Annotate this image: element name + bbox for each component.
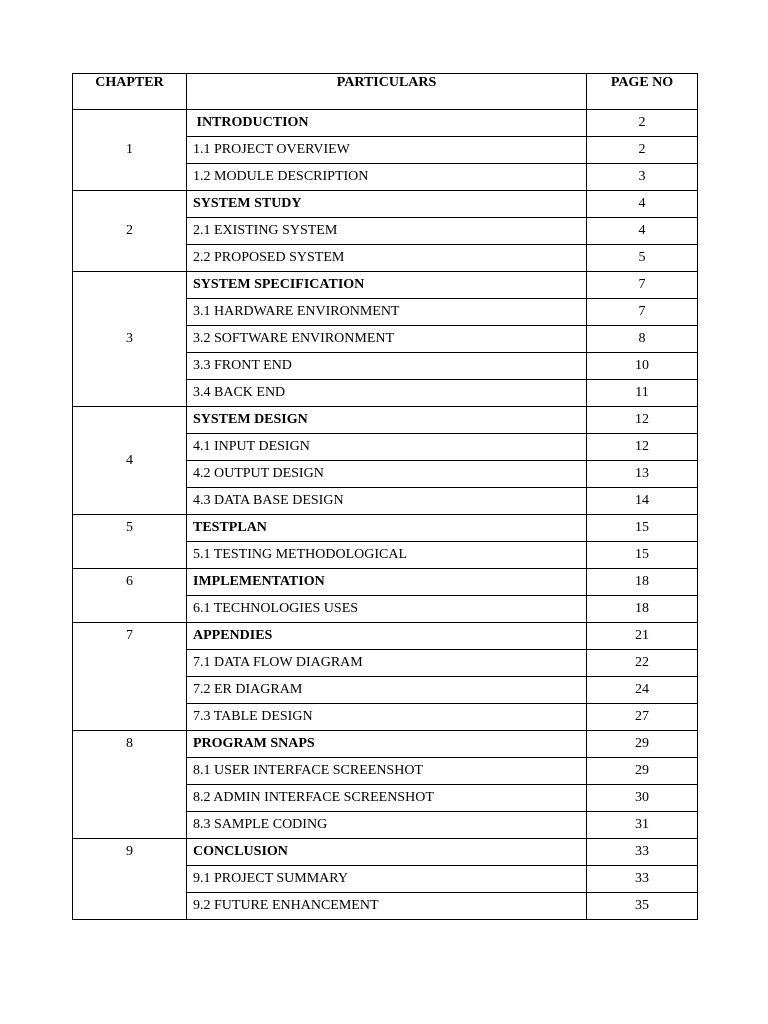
section-title-cell: 3.4 BACK END: [187, 380, 587, 407]
page-number-cell: 13: [587, 461, 698, 488]
page-number-cell: 31: [587, 812, 698, 839]
page-number-cell: 15: [587, 515, 698, 542]
page-number-cell: 7: [587, 272, 698, 299]
section-title-cell: 9.2 FUTURE ENHANCEMENT: [187, 893, 587, 920]
chapter-number: 6: [126, 574, 133, 589]
section-title-cell: 1.2 MODULE DESCRIPTION: [187, 164, 587, 191]
page-number-cell: 33: [587, 866, 698, 893]
chapter-number: 5: [126, 520, 133, 535]
chapter-heading-cell: IMPLEMENTATION: [187, 569, 587, 596]
chapter-heading-cell: SYSTEM SPECIFICATION: [187, 272, 587, 299]
page-number-cell: 29: [587, 758, 698, 785]
page-number-cell: 5: [587, 245, 698, 272]
section-title-cell: 5.1 TESTING METHODOLOGICAL: [187, 542, 587, 569]
chapter-number-cell: [73, 839, 187, 920]
section-title-cell: 6.1 TECHNOLOGIES USES: [187, 596, 587, 623]
page-number-cell: 12: [587, 407, 698, 434]
page-no-column-header: PAGE NO: [587, 74, 698, 110]
table-row: [73, 569, 698, 596]
table-of-contents: [72, 73, 698, 920]
page-number-cell: 8: [587, 326, 698, 353]
section-title-cell: 3.3 FRONT END: [187, 353, 587, 380]
section-title-cell: 2.2 PROPOSED SYSTEM: [187, 245, 587, 272]
chapter-number: 4: [126, 452, 133, 468]
chapter-number-cell: [73, 191, 187, 272]
table-body: [73, 110, 698, 920]
header-row: [73, 74, 698, 110]
section-title-cell: 8.3 SAMPLE CODING: [187, 812, 587, 839]
section-title-cell: 1.1 PROJECT OVERVIEW: [187, 137, 587, 164]
table-row: [73, 839, 698, 866]
page-number-cell: 21: [587, 623, 698, 650]
section-title-cell: 2.1 EXISTING SYSTEM: [187, 218, 587, 245]
section-title-cell: 7.3 TABLE DESIGN: [187, 704, 587, 731]
table-row: [73, 191, 698, 218]
page-number-cell: 7: [587, 299, 698, 326]
section-title-cell: 4.2 OUTPUT DESIGN: [187, 461, 587, 488]
section-title-cell: 7.2 ER DIAGRAM: [187, 677, 587, 704]
table-row: [73, 731, 698, 758]
page-number-cell: 2: [587, 110, 698, 137]
chapter-number-cell: [73, 272, 187, 407]
particulars-column-header: PARTICULARS: [187, 74, 587, 110]
chapter-heading-cell: SYSTEM DESIGN: [187, 407, 587, 434]
page-number-cell: 4: [587, 191, 698, 218]
chapter-number-cell: [73, 731, 187, 839]
section-title-cell: 8.1 USER INTERFACE SCREENSHOT: [187, 758, 587, 785]
chapter-number: 1: [126, 142, 133, 157]
page-number-cell: 14: [587, 488, 698, 515]
chapter-heading-cell: SYSTEM STUDY: [187, 191, 587, 218]
section-title-cell: 8.2 ADMIN INTERFACE SCREENSHOT: [187, 785, 587, 812]
chapter-column-header: CHAPTER: [73, 74, 187, 110]
page-number-cell: 33: [587, 839, 698, 866]
section-title-cell: 9.1 PROJECT SUMMARY: [187, 866, 587, 893]
table-row: [73, 272, 698, 299]
chapter-heading-cell: CONCLUSION: [187, 839, 587, 866]
section-title-cell: 3.2 SOFTWARE ENVIRONMENT: [187, 326, 587, 353]
chapter-heading-cell: PROGRAM SNAPS: [187, 731, 587, 758]
chapter-number-cell: [73, 407, 187, 515]
chapter-heading-cell: TESTPLAN: [187, 515, 587, 542]
chapter-number-cell: [73, 623, 187, 731]
chapter-heading-cell: INTRODUCTION: [187, 110, 587, 137]
page-number-cell: 3: [587, 164, 698, 191]
table-row: [73, 515, 698, 542]
page-number-cell: 2: [587, 137, 698, 164]
table-row: [73, 110, 698, 137]
page-number-cell: 22: [587, 650, 698, 677]
page-number-cell: 4: [587, 218, 698, 245]
chapter-number-cell: [73, 569, 187, 623]
chapter-number-cell: [73, 110, 187, 191]
section-title-cell: 3.1 HARDWARE ENVIRONMENT: [187, 299, 587, 326]
page-number-cell: 35: [587, 893, 698, 920]
section-title-cell: 4.3 DATA BASE DESIGN: [187, 488, 587, 515]
chapter-number: 8: [126, 736, 133, 751]
page-number-cell: 15: [587, 542, 698, 569]
chapter-number: 9: [126, 844, 133, 859]
table-header: [73, 74, 698, 110]
page-number-cell: 30: [587, 785, 698, 812]
page-number-cell: 24: [587, 677, 698, 704]
chapter-number-cell: [73, 515, 187, 569]
section-title-cell: 7.1 DATA FLOW DIAGRAM: [187, 650, 587, 677]
page-number-cell: 10: [587, 353, 698, 380]
chapter-number: 2: [126, 223, 133, 238]
page-number-cell: 27: [587, 704, 698, 731]
page-number-cell: 18: [587, 596, 698, 623]
page-number-cell: 11: [587, 380, 698, 407]
chapter-heading-cell: APPENDIES: [187, 623, 587, 650]
page-number-cell: 12: [587, 434, 698, 461]
table-row: [73, 623, 698, 650]
chapter-number: 7: [126, 628, 133, 643]
chapter-number: 3: [126, 331, 133, 346]
section-title-cell: 4.1 INPUT DESIGN: [187, 434, 587, 461]
page-number-cell: 18: [587, 569, 698, 596]
page-number-cell: 29: [587, 731, 698, 758]
table-row: [73, 407, 698, 434]
